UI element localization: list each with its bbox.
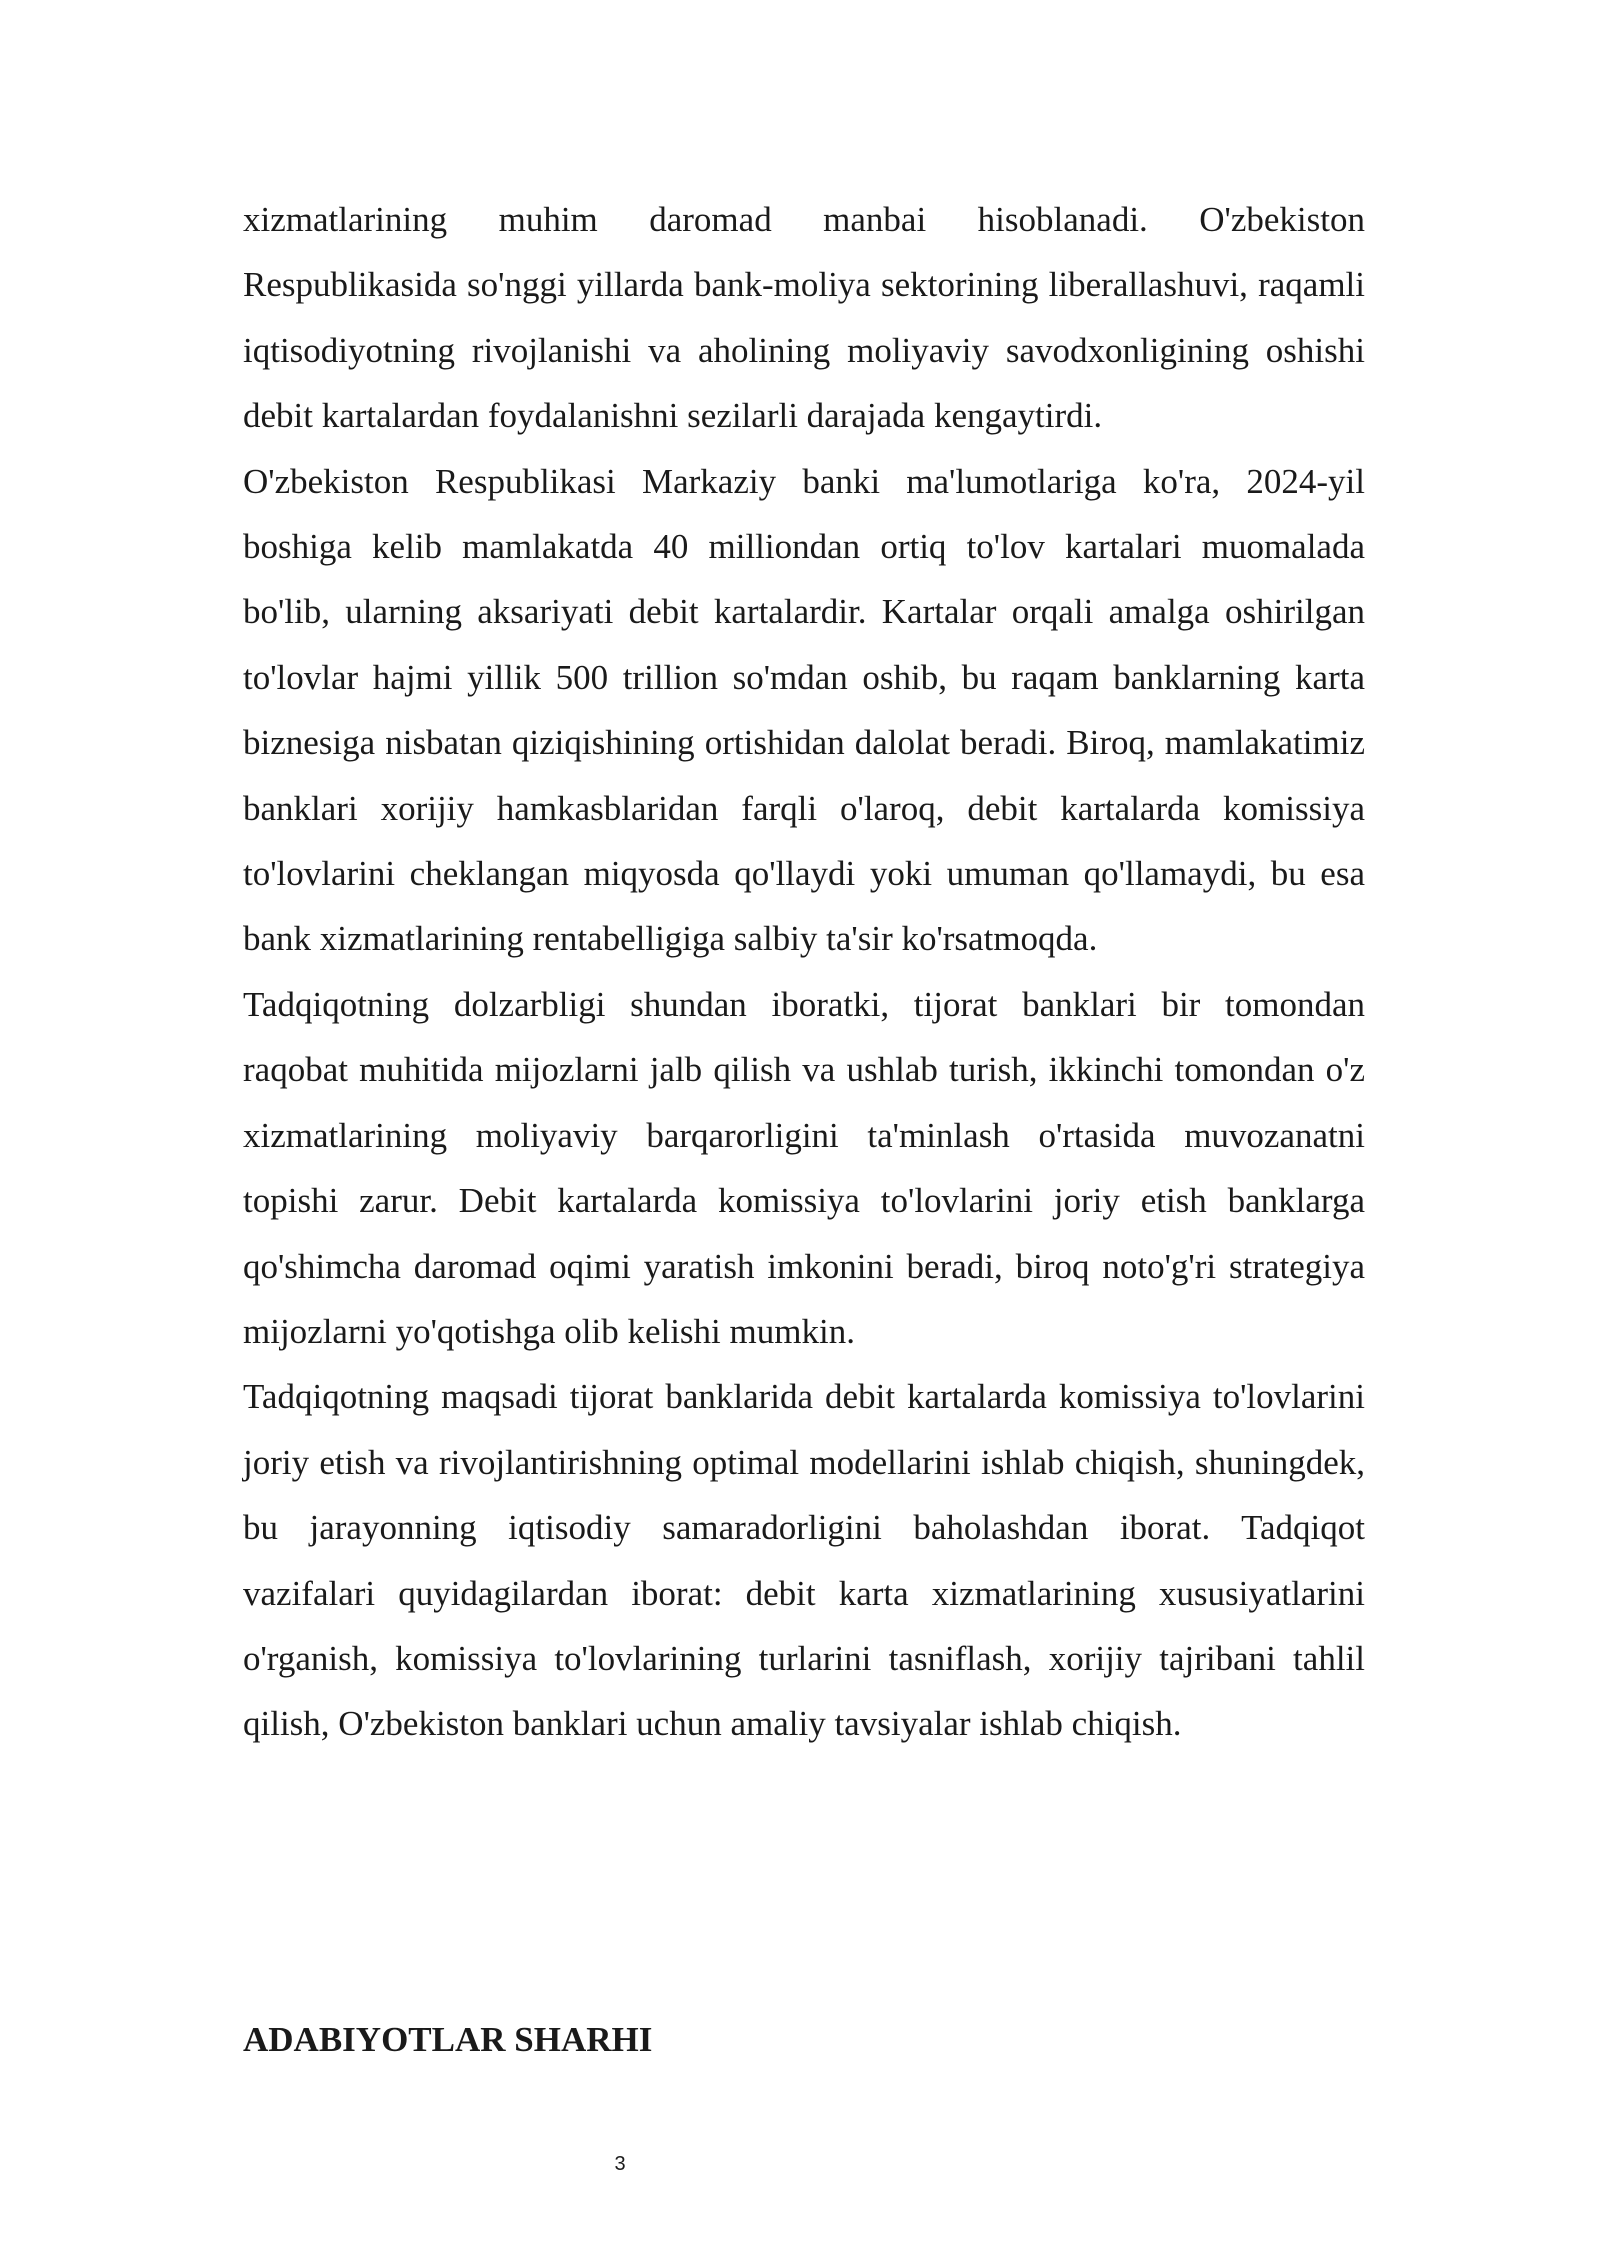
page-number: 3 [614, 2153, 626, 2175]
section-heading: ADABIYOTLAR SHARHI [243, 2020, 653, 2059]
paragraph-4: Tadqiqotning maqsadi tijorat banklarida debit kartalarda komissiya to'lovlarini joriy etish va rivojlantirishning optimal modellarini ishlab chiqish, shuningdek, bu jarayonning iqtisodiy samaradorligini baholashdan iborat. Tadqiqot vazifalari quyidagilardan iborat: debit karta xizmatlarining xususiyatlarini o'rganish, komissiya to'lovlarining turlarini tasniflash, xorijiy tajribani tahlil qilish, O'zbekiston banklari uchun amaliy tavsiyalar ishlab chiqish. [243, 1377, 1365, 1744]
paragraph-3: Tadqiqotning dolzarbligi shundan iboratki, tijorat banklari bir tomondan raqobat muhitida mijozlarni jalb qilish va ushlab turish, ikkinchi tomondan o'z xizmatlarining moliyaviy barqarorligini ta'minlash o'rtasida muvozanatni topishi zarur. Debit kartalarda komissiya to'lovlarini joriy etish banklarga qo'shimcha daromad oqimi yaratish imkonini beradi, biroq noto'g'ri strategiya mijozlarni yo'qotishga olib kelishi mumkin. [243, 984, 1365, 1351]
body-text [243, 187, 1365, 1757]
paragraph-1: xizmatlarining muhim daromad manbai hisoblanadi. O'zbekiston Respublikasida so'nggi yillarda bank-moliya sektorining liberallashuvi, raqamli iqtisodiyotning rivojlanishi va aholining moliyaviy savodxonligining oshishi debit kartalardan foydalanishni sezilarli darajada kengaytirdi. [243, 200, 1365, 436]
paragraph-2: O'zbekiston Respublikasi Markaziy banki ma'lumotlariga ko'ra, 2024-yil boshiga kelib mamlakatda 40 milliondan ortiq to'lov kartalari muomalada bo'lib, ularning aksariyati debit kartalardir. Kartalar orqali amalga oshirilgan to'lovlar hajmi yillik 500 trillion so'mdan oshib, bu raqam banklarning karta biznesiga nisbatan qiziqishining ortishidan dalolat beradi. Biroq, mamlakatimiz banklari xorijiy hamkasblaridan farqli o'laroq, debit kartalarda komissiya to'lovlarini cheklangan miqyosda qo'llaydi yoki umuman qo'llamaydi, bu esa bank xizmatlarining rentabelligiga salbiy ta'sir ko'rsatmoqda. [243, 461, 1365, 959]
